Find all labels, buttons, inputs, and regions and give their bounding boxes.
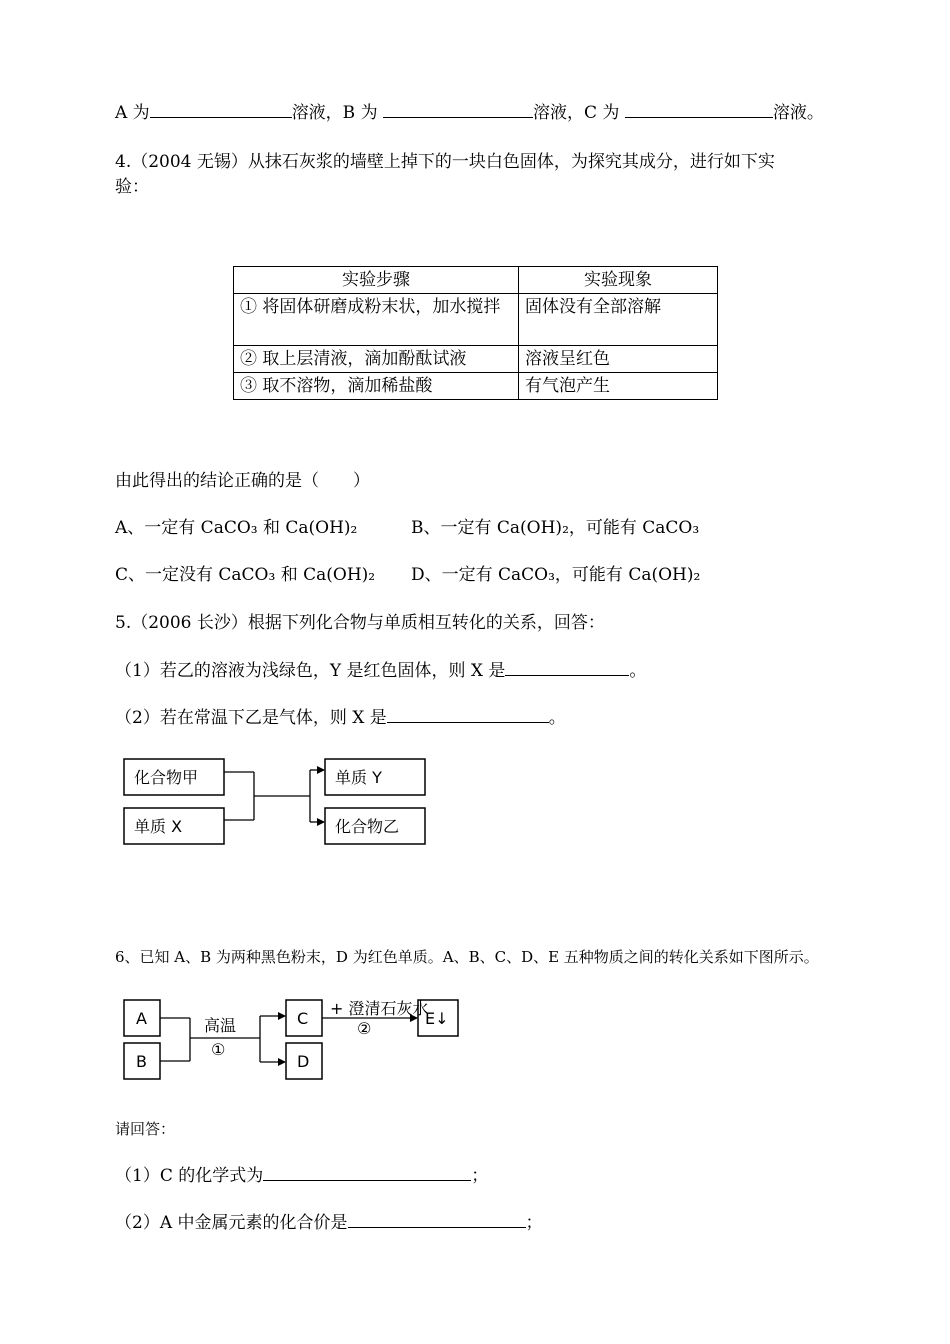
q4-option-d[interactable]: D、一定有 CaCO₃，可能有 Ca(OH)₂ <box>411 565 701 585</box>
q5-sub1-end: 。 <box>629 661 647 681</box>
q3-text-c: 溶液，C 为 <box>533 103 620 123</box>
q5-sub2-text: （2）若在常温下乙是气体，则 X 是 <box>115 708 387 728</box>
q6-sub1-end: ； <box>471 1166 489 1186</box>
box-compound-yi-label: 化合物乙 <box>335 817 400 836</box>
table-cell-step: ③ 取不溶物，滴加稀盐酸 <box>234 373 519 400</box>
q4-question: 由此得出的结论正确的是（ ） <box>115 471 370 491</box>
q6-sub1-line <box>115 1164 488 1187</box>
table-header-phenomena: 实验现象 <box>519 267 718 294</box>
q5-sub1-text: （1）若乙的溶液为浅绿色，Y 是红色固体，则 X 是 <box>115 661 506 681</box>
table-header-steps: 实验步骤 <box>234 267 519 294</box>
q4-title-line1: 4.（2004 无锡）从抹石灰浆的墙壁上掉下的一块白色固体，为探究其成分，进行如下实 <box>115 152 775 172</box>
q6-sub2-line <box>115 1211 543 1234</box>
q4-option-b[interactable]: B、一定有 Ca(OH)₂，可能有 CaCO₃ <box>411 518 700 538</box>
q6-sub1-text: （1）C 的化学式为 <box>115 1166 264 1186</box>
q6-diagram <box>124 999 458 1079</box>
box-element-x-label: 单质 X <box>134 817 183 836</box>
q6-sub2-blank[interactable] <box>348 1211 526 1228</box>
box-c-label: C <box>297 1009 309 1028</box>
table-cell-step: ① 将固体研磨成粉末状，加水搅拌 <box>234 294 519 346</box>
table-cell-step: ② 取上层清液，滴加酚酞试液 <box>234 346 519 373</box>
table-cell-phenomenon: 有气泡产生 <box>519 373 718 400</box>
q3-text-b: 溶液，B 为 <box>291 103 378 123</box>
q6-sub2-text: （2）A 中金属元素的化合价是 <box>115 1213 348 1233</box>
q6-sub2-end: ； <box>525 1213 543 1233</box>
step-1-label: ① <box>211 1040 226 1059</box>
q4-option-c[interactable]: C、一定没有 CaCO₃ 和 Ca(OH)₂ <box>115 565 376 585</box>
q6-prompt: 请回答： <box>115 1120 176 1138</box>
table-cell-phenomenon: 固体没有全部溶解 <box>519 294 718 346</box>
q6-sub1-blank[interactable] <box>263 1164 471 1181</box>
cond-limewater: + 澄清石灰水 <box>330 999 429 1018</box>
box-element-y-label: 单质 Y <box>335 768 382 787</box>
q5-sub2-end: 。 <box>548 708 566 728</box>
box-compound-jia-label: 化合物甲 <box>134 768 199 787</box>
step-2-label: ② <box>357 1019 372 1038</box>
q3-text-d: 溶液。 <box>772 103 824 123</box>
box-a-label: A <box>136 1009 147 1028</box>
q6-title: 6、已知 A、B 为两种黑色粉末，D 为红色单质。A、B、C、D、E 五种物质之间的转化关系如下图所示。 <box>115 948 819 966</box>
box-e-label: E↓ <box>425 1009 449 1028</box>
q5-diagram <box>124 759 425 844</box>
q3-text-a: A 为 <box>115 103 150 123</box>
q5-title: 5.（2006 长沙）根据下列化合物与单质相互转化的关系，回答： <box>115 613 605 633</box>
q4-option-a[interactable]: A、一定有 CaCO₃ 和 Ca(OH)₂ <box>115 518 358 538</box>
box-d-label: D <box>297 1052 310 1071</box>
q6-connectors <box>160 1016 417 1062</box>
box-b-label: B <box>136 1052 147 1071</box>
q5-connectors <box>224 770 324 822</box>
q4-title-line2: 验： <box>115 177 149 197</box>
table-cell-phenomenon: 溶液呈红色 <box>519 346 718 373</box>
cond-high-temp: 高温 <box>204 1016 237 1035</box>
